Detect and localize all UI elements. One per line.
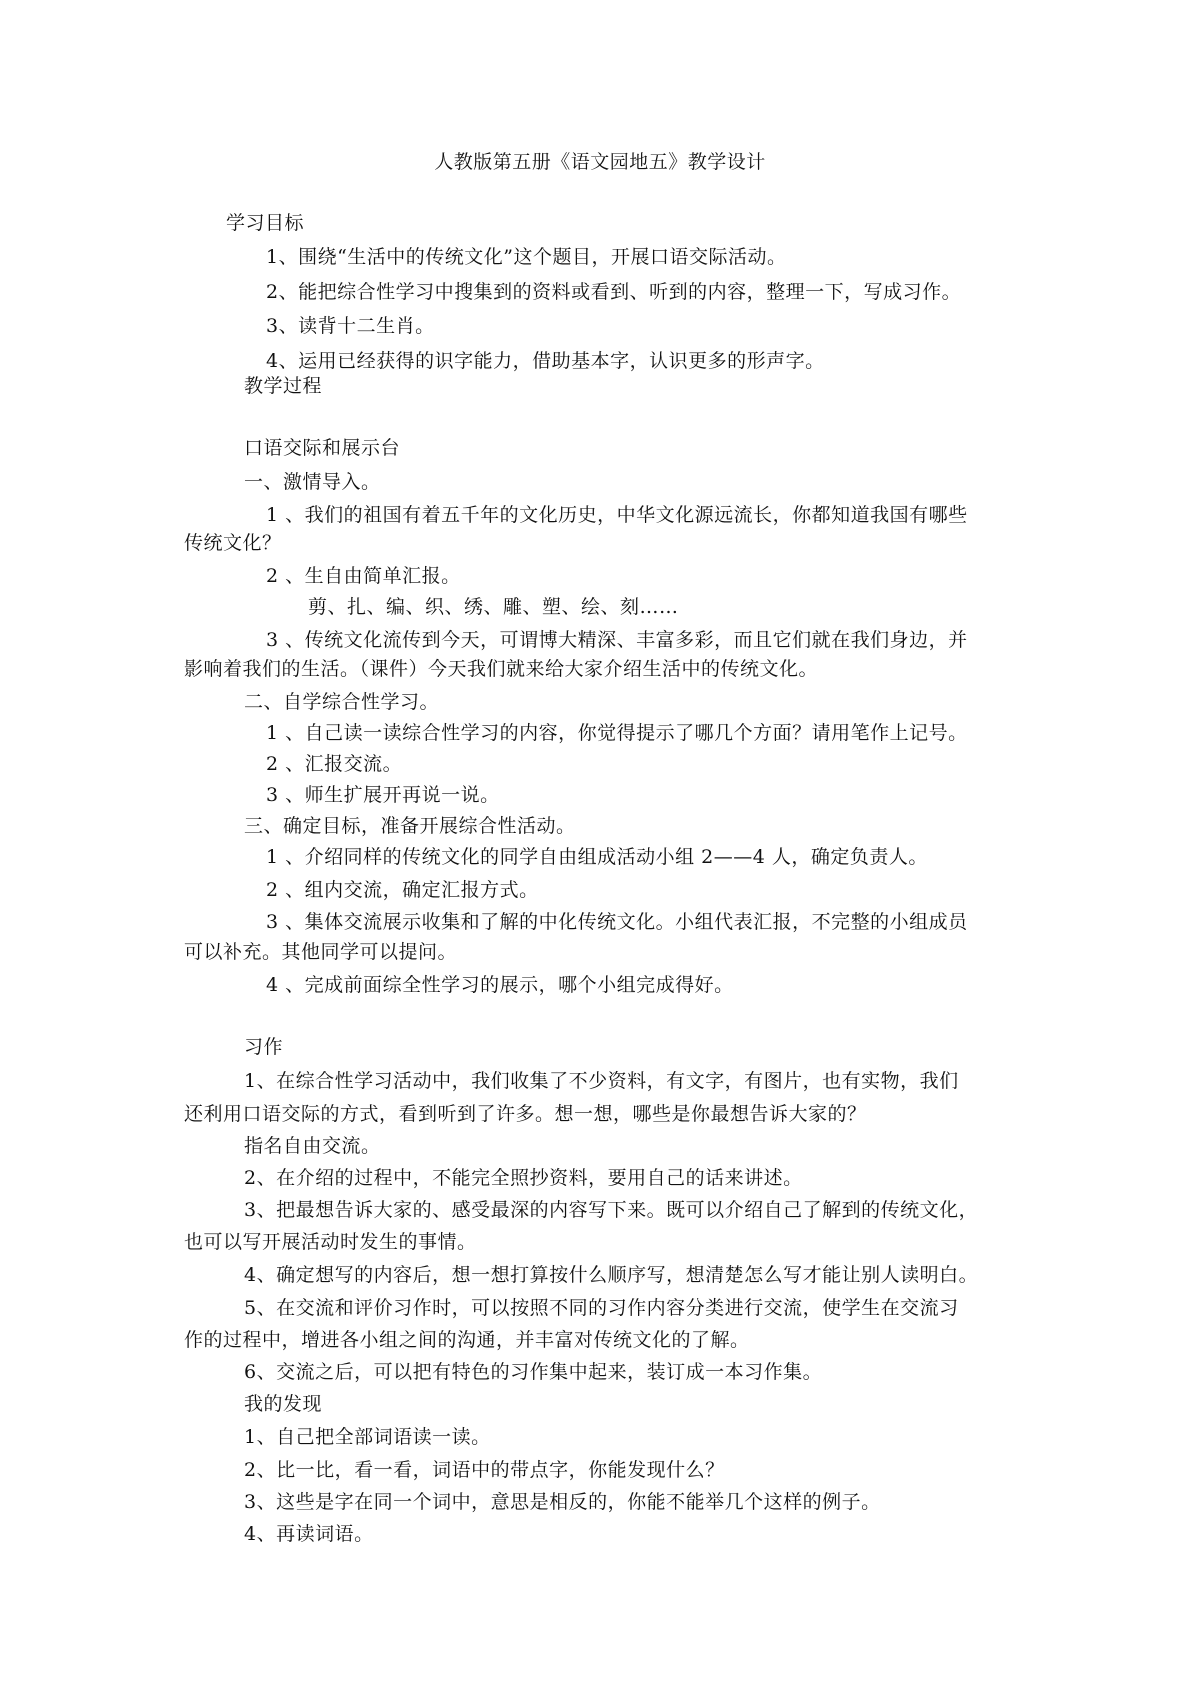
paragraph-line: 1、自己把全部词语读一读。 <box>244 1426 491 1448</box>
document-title: 人教版第五册《语文园地五》教学设计 <box>434 151 766 173</box>
section-heading: 三、确定目标，准备开展综合性活动。 <box>244 815 576 837</box>
paragraph-line: 剪、扎、编、织、绣、雕、塑、绘、刻…… <box>308 596 679 618</box>
heading-oral-communication: 口语交际和展示台 <box>244 437 401 459</box>
paragraph-line: 1 、我们的祖国有着五千年的文化历史，中华文化源远流长，你都知道我国有哪些 <box>266 504 968 526</box>
paragraph-line: 可以补充。其他同学可以提问。 <box>184 941 458 963</box>
paragraph-line: 1 、自己读一读综合性学习的内容，你觉得提示了哪几个方面？请用笔作上记号。 <box>266 722 968 744</box>
paragraph-line: 1 、介绍同样的传统文化的同学自由组成活动小组 2——4 人，确定负责人。 <box>266 846 928 868</box>
paragraph-line: 4、确定想写的内容后，想一想打算按什么顺序写，想清楚怎么写才能让别人读明白。 <box>244 1264 979 1286</box>
paragraph-line: 1、围绕“生活中的传统文化”这个题目，开展口语交际活动。 <box>266 246 787 268</box>
heading-teaching-process: 教学过程 <box>244 375 323 397</box>
heading-learning-goals: 学习目标 <box>226 212 305 234</box>
paragraph-line: 2、能把综合性学习中搜集到的资料或看到、听到的内容，整理一下，写成习作。 <box>266 281 962 303</box>
paragraph-line: 3、这些是字在同一个词中，意思是相反的，你能不能举几个这样的例子。 <box>244 1491 881 1513</box>
paragraph-line: 作的过程中，增进各小组之间的沟通，并丰富对传统文化的了解。 <box>184 1329 750 1351</box>
paragraph-line: 4 、完成前面综全性学习的展示，哪个小组完成得好。 <box>266 974 734 996</box>
paragraph-line: 影响着我们的生活。（课件）今天我们就来给大家介绍生活中的传统文化。 <box>184 658 819 680</box>
paragraph-line: 3 、传统文化流传到今天，可谓博大精深、丰富多彩，而且它们就在我们身边，并 <box>266 629 968 651</box>
heading-writing: 习作 <box>244 1036 284 1058</box>
paragraph-line: 1、在综合性学习活动中，我们收集了不少资料，有文字，有图片，也有实物，我们 <box>244 1070 959 1092</box>
paragraph-line: 3 、集体交流展示收集和了解的中化传统文化。小组代表汇报，不完整的小组成员 <box>266 911 968 933</box>
section-heading: 二、自学综合性学习。 <box>244 691 440 713</box>
paragraph-line: 4、再读词语。 <box>244 1523 374 1545</box>
paragraph-line: 2 、生自由简单汇报。 <box>266 565 461 587</box>
paragraph-line: 3、把最想告诉大家的、感受最深的内容写下来。既可以介绍自己了解到的传统文化， <box>244 1199 979 1221</box>
heading-my-discovery: 我的发现 <box>244 1393 323 1415</box>
paragraph-line: 4、运用已经获得的识字能力，借助基本字，认识更多的形声字。 <box>266 350 825 372</box>
paragraph-line: 5、在交流和评价习作时，可以按照不同的习作内容分类进行交流，使学生在交流习 <box>244 1297 959 1319</box>
paragraph-line: 3 、师生扩展开再说一说。 <box>266 784 500 806</box>
paragraph-line: 2 、汇报交流。 <box>266 753 403 775</box>
paragraph-line: 还利用口语交际的方式，看到听到了许多。想一想，哪些是你最想告诉大家的？ <box>184 1103 867 1125</box>
paragraph-line: 2 、组内交流，确定汇报方式。 <box>266 879 539 901</box>
paragraph-line: 2、比一比，看一看，词语中的带点字，你能发现什么？ <box>244 1459 725 1481</box>
paragraph-line: 6、交流之后，可以把有特色的习作集中起来，装订成一本习作集。 <box>244 1361 823 1383</box>
paragraph-line: 也可以写开展活动时发生的事情。 <box>184 1231 477 1253</box>
paragraph-line: 指名自由交流。 <box>244 1135 381 1157</box>
section-heading: 一、激情导入。 <box>244 471 381 493</box>
paragraph-line: 传统文化？ <box>184 532 282 554</box>
paragraph-line: 2、在介绍的过程中，不能完全照抄资料，要用自己的话来讲述。 <box>244 1167 803 1189</box>
paragraph-line: 3、读背十二生肖。 <box>266 315 435 337</box>
